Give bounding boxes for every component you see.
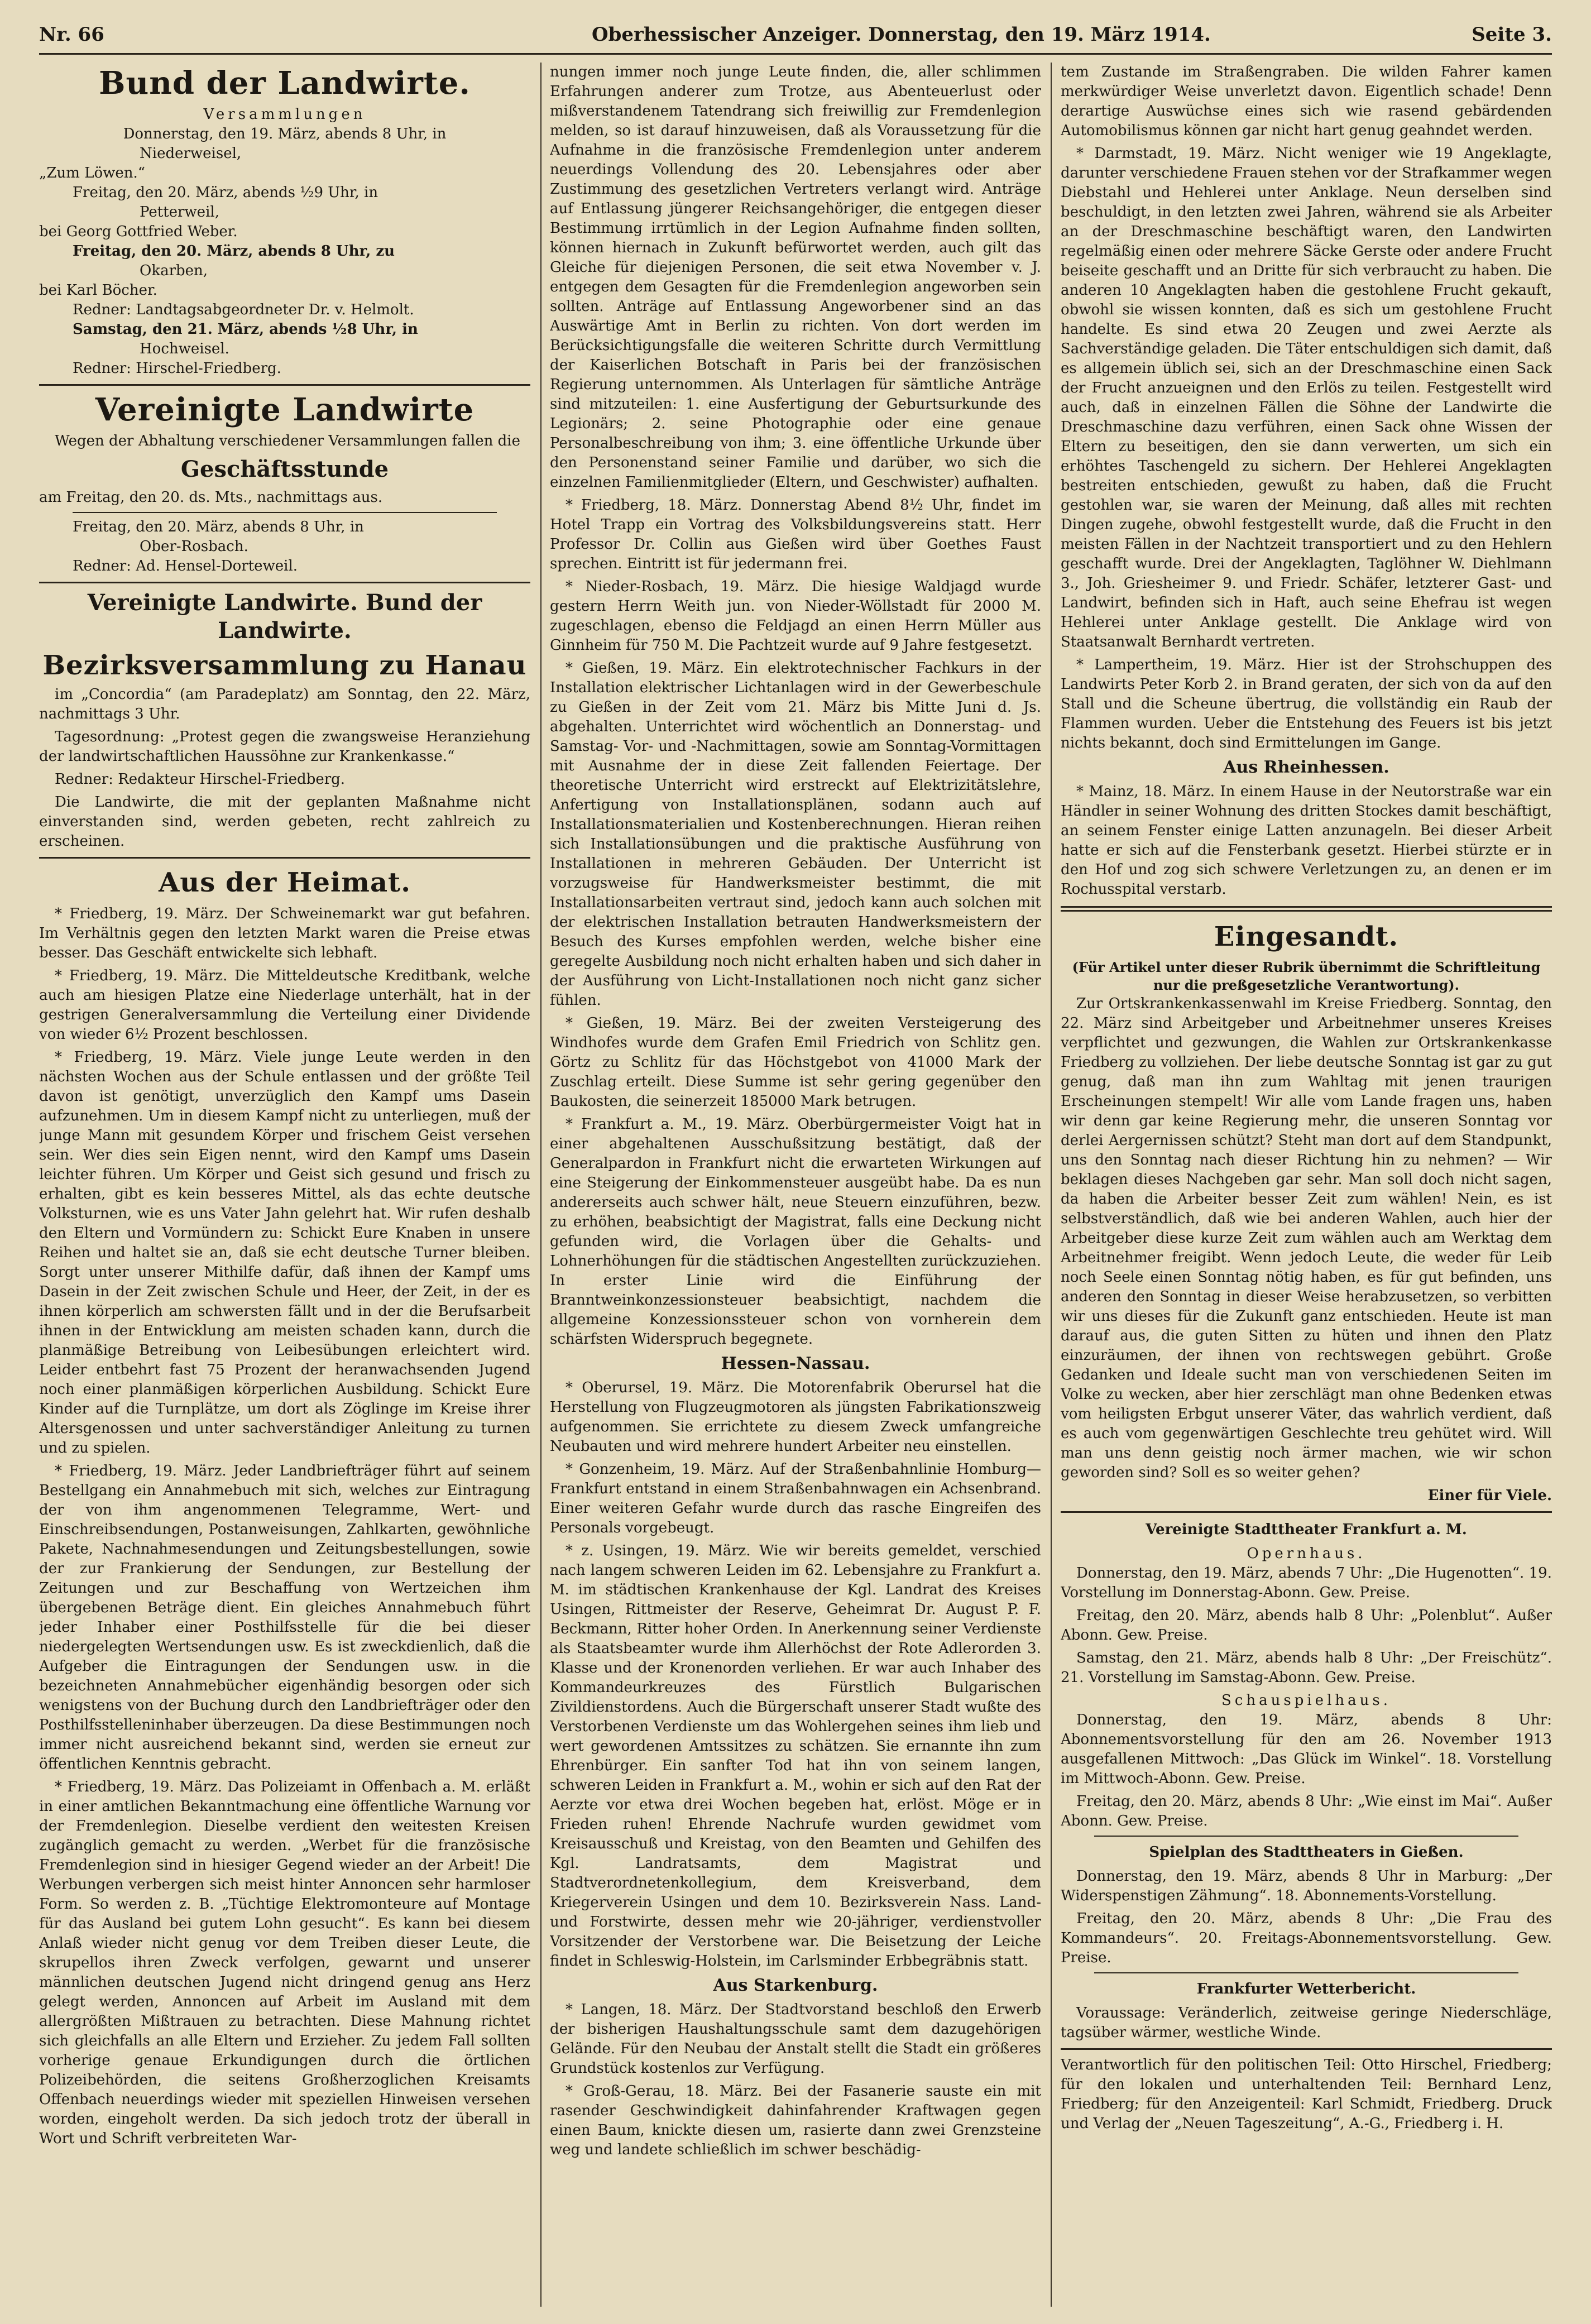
event-line: Freitag, den 20. März, abends 8 Uhr, in: [73, 519, 364, 535]
news-item: * Frankfurt a. M., 19. März. Oberbürgermeister Voigt hat in einer abgehaltenen Ausschußsitzung bestätigt, daß der Generalpardon in Frankfurt nicht die erwarteten Wirkungen auf eine Steigerung der Einkommensteuer ausgeübt habe. Da es nun andererseits auch schwer hält, neue Steuern einzuführen, bezw. zu erhöhen, beabsichtigt der Magistrat, falls eine Deckung nicht gefunden wird, die Vorlagen über die Gehalts- und Lohnerhöhungen für die städtischen Angestellten zurückzuziehen. In erster Linie wird die Einführung der Branntweinkonzessionsteuer beabsichtigt, nachdem die allgemeine Konzessionssteuer schon von vornherein dem schärfsten Widerspruch begegnete.: [550, 1116, 1041, 1348]
event-place: Niederweisel,: [140, 145, 242, 162]
weather-heading: Frankfurter Wetterbericht.: [1196, 1981, 1416, 1997]
event-line: bei Georg Gottfried Weber.: [39, 223, 238, 240]
column-rule: [540, 63, 541, 2307]
divider: [1094, 1972, 1518, 1973]
news-item: * Gießen, 19. März. Ein elektrotechnischer Fachkurs in der Installation elektrischer Lichtanlagen wird in der Gewerbeschule zu Gießen in der Zeit vom 21. März bis Mitte Juni d. Js. abgehalten. Unterrichtet wird wöchentlich an Donnerstag- und Samstag- Vor- und -Nachmittagen, sowie am Sonntag-Vormittagen mit Ausnahme der in diese Zeit fallenden Feiertage. Der theoretische Unterricht wird erstreckt auf Elektrizitätslehre, Anfertigung von Installationsplänen, sodann auch auf Installationsmaterialien und Kostenberechnungen. Hieran reihen sich Installationsübungen und die praktische Ausführung von Installationen in mehreren Gebäuden. Der Unterricht ist vorzugsweise für Handwerksmeister bestimmt, die mit Installationsarbeiten vertraut sind, jedoch kann auch solchen mit der elektrischen Installation betrauten Handwerksmeistern der Besuch des Kurses empfohlen werden, welche bisher eine geregelte Ausbildung noch nicht erhalten haben und sich daher in der Ausführung von Licht-Installationen noch nicht ganz sicher fühlen.: [550, 660, 1041, 1009]
program-entry: Donnerstag, den 19. März, abends 7 Uhr: „Die Hugenotten“. 19. Vorstellung im Donnerstag-Abonn. Gew. Preise.: [1061, 1565, 1552, 1601]
program-entry: Freitag, den 20. März, abends halb 8 Uhr: „Polenblut“. Außer Abonn. Gew. Preise.: [1061, 1607, 1552, 1643]
joint-subheading: Bezirksversammlung zu Hanau: [42, 650, 527, 681]
news-item: * Friedberg, 18. März. Donnerstag Abend 8½ Uhr, findet im Hotel Trapp ein Vortrag des Volksbildungsvereins statt. Herr Professor Dr. Collin aus Gießen wird über Goethes Faust sprechen. Eintritt ist für jedermann frei.: [550, 497, 1041, 572]
news-item: * Nieder-Rosbach, 19. März. Die hiesige Waldjagd wurde gestern Herrn Weith jun. von Nieder-Wöllstadt für 2000 M. zugeschlagen, ebenso die Feldjagd an einen Herrn Müller aus Ginnheim für 750 M. Die Pachtzeit wurde auf 9 Jahre festgesetzt.: [550, 578, 1041, 654]
vl-heading: Vereinigte Landwirte: [95, 391, 475, 428]
bdl-subheading: Versammlungen: [203, 106, 366, 123]
event-line: Freitag, den 20. März, abends ½9 Uhr, in: [73, 184, 378, 201]
news-item: * Friedberg, 19. März. Jeder Landbriefträger führt auf seinem Bestellgang ein Annahmebuch mit sich, welches zur Eintragung der von ihm angenommenen Telegramme, Wert- und Einschreibsendungen, Postanweisungen, Zahlkarten, gewöhnliche Pakete, Nachnahmesendungen und Zeitungsbestellungen, sowie der zur Frankierung der Sendungen, zur Bestellung der Zeitungen und zur Beschaffung von Wertzeichen ihm übergebenen Beträge dient. Ein gleiches Annahmebuch führt jeder Inhaber einer Posthilfsstelle für die bei dieser niedergelegten Wertsendungen usw. Es ist zweckdienlich, daß die Aufgeber die Eintragungen der Sendungen usw. in die bezeichneten Annahmebücher eigenhändig besorgen oder sich wenigstens von der Buchung durch den Landbriefträger oder den Posthilfsstelleninhaber überzeugen. Da diese Bestimmungen noch immer nicht ausreichend bekannt sind, werden sie erneut zur öffentlichen Kenntnis gebracht.: [39, 1463, 530, 1772]
paragraph: Tagesordnung: „Protest gegen die zwangsweise Heranziehung der landwirtschaftlichen Haussöhne zur Krankenkasse.“: [39, 729, 530, 765]
speaker-line: Redner: Landtagsabgeordneter Dr. v. Helmolt.: [73, 301, 414, 318]
event-place: Hochweisel.: [140, 341, 229, 357]
program-entry: Freitag, den 20. März, abends 8 Uhr: „Wie einst im Mai“. Außer Abonn. Gew. Preise.: [1061, 1793, 1552, 1829]
issue-date: Oberhessischer Anzeiger. Donnerstag, den 19. März 1914.: [592, 23, 1211, 46]
divider: [1061, 1511, 1552, 1513]
theater-subheading: Schauspielhaus.: [1221, 1692, 1391, 1709]
column-1: [39, 63, 530, 2307]
event-line: Samstag, den 21. März, abends ½8 Uhr, in: [73, 321, 418, 338]
event-line: bei Karl Böcher.: [39, 282, 157, 299]
paragraph: Die Landwirte, die mit der geplanten Maßnahme nicht einverstanden sind, werden gebeten, recht zahlreich zu erscheinen.: [39, 794, 530, 850]
program-entry: Freitag, den 20. März, abends 8 Uhr: „Die Frau des Kommandeurs“. 20. Freitags-Abonnementsvorstellung. Gew. Preise.: [1061, 1910, 1552, 1966]
divider: [39, 384, 530, 386]
theater-subheading: Opernhaus.: [1247, 1545, 1366, 1562]
letter-signature: Einer für Viele.: [1427, 1487, 1552, 1504]
letter-body: Zur Ortskrankenkassenwahl im Kreise Friedberg. Sonntag, den 22. März sind Arbeitgeber und Arbeitnehmer unseres Kreises verpflichtet und gezwungen, die Wahlen zur Ortskrankenkasse Friedberg zu vollziehen. Der liebe deutsche Sonntag ist gar zu gut genug, daß man ihn zum Wahltag mit jenen traurigen Erscheinungen stempelt! Wir alle vom Lande fragen uns, haben wir denn gar keine Regierung mehr, die unseren Sonntag vor derlei Aergernissen schützt? Steht man dort auf dem Standpunkt, uns den Sonntag nach dieser Richtung hin zu nehmen? — Wir beklagen dieses Nachgeben gar sehr. Man soll doch nicht sagen, da haben die Arbeiter besser Zeit zum wählen! Nein, es ist selbstverständlich, daß wie bei anderen Wahlen, auch hier der Arbeitgeber diese kurze Zeit zum wählen auch am Werktag dem Arbeitnehmer freigibt. Wenn jedoch Leute, die weder für Leib noch Seele einen Sonntag nötig haben, es für gut befinden, uns anderen den Sonntag in dieser Weise herabzusetzen, so verbitten wir uns dieses für die Zukunft ganz entschieden. Heute ist man darauf aus, die guten Sitten zu hüten und ihnen den Platz einzuräumen, der ihnen von rechtswegen gebührt. Große Gedanken und Ideale sucht man von verschiedenen Seiten im Volke zu wecken, aber hier zerschlägt man ohne Bedenken etwas vom heiligsten Erbgut unserer Väter, das wahrlich verdient, daß es auch vom gegenwärtigen Geschlechte treu gehütet wird. Will man uns denn geistig noch ärmer machen, wie wir schon geworden sind? Soll es so weiter gehen?: [1061, 995, 1552, 1481]
news-item: * Gonzenheim, 19. März. Auf der Straßenbahnlinie Homburg—Frankfurt entstand in einem Straßenbahnwagen ein Achsenbrand. Einer weiteren Gefahr wurde durch das rasche Eingreifen des Personals vorgebeugt.: [550, 1461, 1041, 1536]
news-item: * Friedberg, 19. März. Die Mitteldeutsche Kreditbank, welche auch am hiesigen Platze eine Niederlage unterhält, hat in der gestrigen Generalversammlung die Verteilung einer Dividende von wieder 6½ Prozent beschlossen.: [39, 967, 530, 1043]
column-3: [1061, 63, 1552, 2307]
program-entry: Samstag, den 21. März, abends halb 8 Uhr: „Der Freischütz“. 21. Vorstellung im Samstag-Abonn. Gew. Preise.: [1061, 1650, 1552, 1686]
region-heading: Aus Rheinhessen.: [1223, 758, 1389, 777]
news-item: * Oberursel, 19. März. Die Motorenfabrik Oberursel hat die Herstellung von Flugzeugmotoren als jüngsten Fabrikationszweig aufgenommen. Sie errichtete zu diesem Zweck umfangreiche Neubauten und wird mehrere hundert Arbeiter neu einstellen.: [550, 1379, 1041, 1455]
divider: [1061, 2048, 1552, 2050]
news-item: nungen immer noch junge Leute finden, die, aller schlimmen Erfahrungen anderer zum Trotze, aus Abenteuerlust oder mißverstandenem Tatendrang sich freiwillig zur Fremdenlegion melden, so ist darauf hinzuweisen, daß als Voraussetzung für die Aufnahme in die französische Fremdenlegion unter anderem neuerdings Vollendung des 20. Lebensjahres oder aber Zustimmung des gesetzlichen Vertreters verlangt wird. Anträge auf Entlassung jüngerer Reichsangehöriger, die entgegen dieser Bestimmung irrtümlich in der Legion Aufnahme finden sollten, können hiernach in Zukunft befürwortet werden, auch gilt das Gleiche für diejenigen Personen, die seit etwa November v. J. entgegen dem Gesagten für die Fremdenlegion angeworben sein sollten. Anträge auf Entlassung Angeworbener sind an das Auswärtige Amt in Berlin zu richten. Von dort werden im Berücksichtigungsfalle die weiteren Schritte durch Vermittlung der Kaiserlichen Botschaft in Paris bei der französischen Regierung unternommen. Als Unterlagen für sämtliche Anträge sind mitzuteilen: 1. eine Ausfertigung der Geburtsurkunde des Legionärs; 2. seine Photographie oder eine genaue Personalbeschreibung von ihm; 3. eine öffentliche Urkunde über den Personenstand seiner Familie und darüber, wo sich die einzelnen Familienmitglieder (Eltern, und Geschwister) aufhalten.: [550, 64, 1041, 491]
paragraph: im „Concordia“ (am Paradeplatz) am Sonntag, den 22. März, nachmittags 3 Uhr.: [39, 686, 530, 722]
news-item: * Gießen, 19. März. Bei der zweiten Versteigerung des Windhofes wurde dem Grafen Emil Friedrich von Schlitz gen. Görtz zu Schlitz für das Höchstgebot von 41000 Mark der Zuschlag erteilt. Diese Summe ist sehr gering gegenüber den Baukosten, die seinerzeit 185000 Mark betrugen.: [550, 1015, 1041, 1110]
vl-subheading: Geschäftsstunde: [180, 456, 389, 482]
event-line: Freitag, den 20. März, abends 8 Uhr, zu: [73, 243, 395, 260]
region-heading: Hessen-Nassau.: [721, 1354, 870, 1373]
news-item: * z. Usingen, 19. März. Wie wir bereits gemeldet, verschied nach langem schweren Leiden im 62. Lebensjahre zu Frankfurt a. M. im städtischen Krankenhause der Kgl. Landrat des Kreises Usingen, Rittmeister der Reserve, Geheimrat Dr. August P. F. Beckmann, Ritter hoher Orden. In Anerkennung seiner Verdienste als Staatsbeamter wurde ihm Allerhöchst der Rote Adlerorden 3. Klasse und der Kronenorden verliehen. Er war auch Inhaber des Kommandeurkreuzes des Fürstlich Bulgarischen Zivildienstordens. Auch die Bürgerschaft unserer Stadt wußte des Verstorbenen Verdienste um das Wohlergehen seines ihm lieb und wert gewordenen Amtssitzes zu schätzen. Sie ernannte ihn zum Ehrenbürger. Ein sanfter Tod hat ihn von seinem langen, schweren Leiden in Frankfurt a. M., wohin er sich auf den Rat der Aerzte vor etwa drei Wochen begeben hat, erlöst. Möge er in Frieden ruhen! Ehrende Nachrufe wurden gewidmet vom Kreisausschuß und Kreistag, von den Beamten und Gehilfen des Kgl. Landratsamts, dem Magistrat und Stadtverordnetenkollegium, dem Kreisverband, dem Kriegerverein Usingen und dem 10. Bezirksverein Nass. Land- und Forstwirte, dessen mehr wie 20-jähriger, verdienstvoller Vorsitzender der Verstorbene war. Die Beisetzung der Leiche findet in Schleswig-Holstein, im Carlsminder Erbbegräbnis statt.: [550, 1542, 1041, 1970]
program-entry: Donnerstag, den 19. März, abends 8 Uhr in Marburg: „Der Widerspenstigen Zähmung“. 18. Abonnements-Vorstellung.: [1061, 1868, 1552, 1904]
paragraph: Wegen der Abhaltung verschiedener Versammlungen fallen die: [55, 433, 520, 449]
divider: [39, 582, 530, 583]
news-item: tem Zustande im Straßengraben. Die wilden Fahrer kamen merkwürdiger Weise unverletzt davon. Eigentlich schade! Denn derartige Auswüchse eines sich wie rasend gebärdenden Automobilismus können gar nicht hart genug geahndet werden.: [1061, 64, 1552, 139]
imprint: Verantwortlich für den politischen Teil: Otto Hirschel, Friedberg; für den lokalen und unterhaltenden Teil: Bernhard Lenz, Friedberg; für den Anzeigenteil: Karl Schmidt, Friedberg. Druck und Verlag der „Neuen Tageszeitung“, A.-G., Friedberg i. H.: [1061, 2057, 1552, 2132]
event-place: Okarben,: [140, 262, 208, 279]
joint-heading: Vereinigte Landwirte. Bund der Landwirte.: [87, 590, 482, 644]
heimat-heading: Aus der Heimat.: [159, 867, 411, 898]
page-header: [39, 16, 1552, 55]
column-2: [550, 63, 1041, 2307]
news-item: * Langen, 18. März. Der Stadtvorstand beschloß den Erwerb der bisherigen Haushaltungsschule samt dem dazugehörigen Gelände. Für den Neubau der Anstalt stellt die Stadt ein größeres Grundstück kostenlos zur Verfügung.: [550, 2001, 1041, 2077]
divider: [73, 512, 497, 513]
news-item: * Friedberg, 19. März. Viele junge Leute werden in den nächsten Wochen aus der Schule entlassen und der größte Teil davon ist genötigt, unverzüglich den Kampf ums Dasein aufzunehmen. Um in diesem Kampf nicht zu unterliegen, muß der junge Mann mit gesundem Körper und frischem Geist versehen sein. Wer dies sein Eigen nennt, wird den Kampf ums Dasein leichter führen. Um Körper und Geist sich gesund und frisch zu erhalten, gibt es kein besseres Mittel, als das echte deutsche Volksturnen, wie es uns Vater Jahn gelehrt hat. Wir rufen deshalb den Eltern und Vormündern zu: Schickt Eure Knaben in unsere Reihen und haltet sie an, daß sie echt deutsche Turner bleiben. Sorgt unter unserer Mithilfe dafür, daß ihnen der Kampf ums Dasein in der Zeit zwischen Schule und Heer, der Zeit, in der es ihnen körperlich am schwersten fällt und in der die Berufsarbeit ihnen in der Entwicklung am meisten schaden kann, durch die planmäßige Betreibung von Leibesübungen erleichtert wird. Leider entbehrt fast 75 Prozent der heranwachsenden Jugend noch einer planmäßigen körperlichen Ausbildung. Schickt Eure Kinder auf die Turnplätze, um dort als Zöglinge im Kreise ihrer Altersgenossen und unter sachverständiger Anleitung zu turnen und zu spielen.: [39, 1049, 530, 1456]
issue-number: Nr. 66: [39, 23, 104, 46]
divider: [1094, 1836, 1518, 1837]
news-item: * Friedberg, 19. März. Der Schweinemarkt war gut befahren. Im Verhältnis gegen den letzten Markt waren die Preise etwas besser. Das Geschäft entwickelte sich lebhaft.: [39, 905, 530, 961]
page-number: Seite 3.: [1472, 23, 1552, 46]
eingesandt-heading: Eingesandt.: [1214, 921, 1399, 952]
theater-heading: Spielplan des Stadttheaters in Gießen.: [1149, 1844, 1464, 1861]
bdl-heading: Bund der Landwirte.: [99, 65, 471, 102]
theater-heading: Vereinigte Stadttheater Frankfurt a. M.: [1146, 1521, 1467, 1538]
news-item: * Friedberg, 19. März. Das Polizeiamt in Offenbach a. M. erläßt in einer amtlichen Bekanntmachung eine öffentliche Warnung vor der Fremdenlegion. Dieselbe verdient den weitesten Kreisen zugänglich gemacht zu werden. „Werbet für die französische Fremdenlegion sind in hiesiger Gegend wieder an der Arbeit! Die Werbungen verbergen sich meist hinter Annoncen sehr harmloser Form. So werden z. B. „Tüchtige Elektromonteure auf Montage für das Ausland bei gutem Lohn gesucht“. Es kann bei diesem Anlaß wieder nicht genug vor dem Treiben dieser Leute, die skrupellos ihren Zweck verfolgen, gewarnt und unserer männlichen deutschen Jugend nicht dringend genug ans Herz gelegt werden, Annoncen auf Arbeit im Ausland mit dem allergrößten Mißtrauen zu betrachten. Diese Mahnung richtet sich gleichfalls an alle Eltern und Erzieher. Zu jedem Fall sollten vorherige genaue Erkundigungen durch die örtlichen Polizeibehörden, die seitens Großherzoglichen Kreisamts Offenbach neuerdings wieder mit speziellen Hinweisen versehen worden, eingeholt werden. Da sich jedoch trotz der überall in Wort und Schrift verbreiteten War-: [39, 1779, 530, 2147]
news-item: * Mainz, 18. März. In einem Hause in der Neutorstraße war ein Händler in seiner Wohnung des dritten Stockes damit beschäftigt, an seinem Fenster einige Latten anzunageln. Bei dieser Arbeit hatte er sich auf die Fensterbank gesetzt. Hierbei stürzte er in den Hof und zog sich schwere Verletzungen zu, an denen er im Rochusspital verstarb.: [1061, 783, 1552, 898]
region-heading: Aus Starkenburg.: [713, 1976, 878, 1995]
speaker-line: Redner: Redakteur Hirschel-Friedberg.: [55, 771, 346, 788]
program-entry: Donnerstag, den 19. März, abends 8 Uhr: Abonnementsvorstellung für den am 26. November 1913 ausgefallenen Mittwoch: „Das Glück im Winkel“. 18. Vorstellung im Mittwoch-Abonn. Gew. Preise.: [1061, 1712, 1552, 1787]
event-line: Donnerstag, den 19. März, abends 8 Uhr, in: [123, 126, 447, 142]
news-item: * Darmstadt, 19. März. Nicht weniger wie 19 Angeklagte, darunter verschiedene Frauen stehen vor der Strafkammer wegen Diebstahl und Hehlerei unter Anklage. Neun derselben sind beschuldigt, in den letzten zwei Jahren, während sie als Arbeiter an der Dreschmaschine beschäftigt waren, den Landwirten regelmäßig einen oder mehrere Säcke Gerste oder andere Frucht beiseite geschafft und an Dritte für sich verbraucht zu haben. Die anderen 10 Angeklagten haben die gestohlene Frucht gekauft, obwohl sie wissen konnten, daß es sich um gestohlene Frucht handelte. Es sind etwa 20 Zeugen und zwei Aerzte als Sachverständige geladen. Die Täter entschuldigen sich damit, daß es allgemein üblich sei, sich an der Dreschmaschine einen Sack der Frucht anzueignen und den Erlös zu teilen. Festgestellt wird auch, daß in einzelnen Fällen die Söhne der Landwirte die Dreschmaschine dazu verführen, einen Sack ohne Wissen der Eltern zu beseitigen, den sie dann verwerten, um sich ein erhöhtes Taschengeld zu sichern. Der Hehlerei Angeklagten bestreiten entschieden, gewußt zu haben, daß die Frucht gestohlen war, sie waren der Meinung, daß alles mit rechten Dingen zugehe, obwohl festgestellt wurde, daß die Frucht in den meisten Fällen in der Nachtzeit transportiert und zu den Hehlern geschafft wurde. Drei der Angeklagten, Taglöhner W. Diehlmann 3., Joh. Griesheimer 9. und Friedr. Schäfer, letzterer Gast- und Landwirt, befinden sich in Haft, auch seine Ehefrau ist wegen Hehlerei unter Anklage gestellt. Die Anklage wird von Staatsanwalt Bernhardt vertreten.: [1061, 145, 1552, 650]
event-line: „Zum Löwen.“: [39, 165, 146, 181]
news-item: * Groß-Gerau, 18. März. Bei der Fasanerie sauste ein mit rasender Geschwindigkeit dahinfahrender Kraftwagen gegen einen Baum, knickte diesen um, rasierte dann zwei Grenzsteine weg und landete schließlich im schwer beschädig-: [550, 2083, 1041, 2158]
paragraph: am Freitag, den 20. ds. Mts., nachmittags aus.: [39, 489, 383, 506]
speaker-line: Redner: Hirschel-Friedberg.: [73, 360, 281, 377]
event-place: Petterweil,: [140, 204, 219, 221]
divider: [1061, 906, 1552, 912]
column-rule: [1051, 63, 1052, 2307]
weather-forecast: Voraussage: Veränderlich, zeitweise geringe Niederschläge, tagsüber wärmer, westliche Winde.: [1061, 2005, 1552, 2041]
divider: [39, 857, 530, 859]
event-place: Ober-Rosbach.: [140, 538, 248, 555]
editorial-note: (Für Artikel unter dieser Rubrik übernimmt die Schriftleitung nur die preßgesetzliche Verantwortung).: [1072, 959, 1541, 993]
speaker-line: Redner: Ad. Hensel-Dorteweil.: [73, 558, 298, 574]
news-item: * Lampertheim, 19. März. Hier ist der Strohschuppen des Landwirts Peter Korb 2. in Brand geraten, der sich von da auf den Stall und die Scheune übertrug, die vollständig ein Raub der Flammen wurden. Ueber die Entstehung des Feuers ist bis jetzt nichts bekannt, doch sind Ermittelungen im Gange.: [1061, 657, 1552, 751]
